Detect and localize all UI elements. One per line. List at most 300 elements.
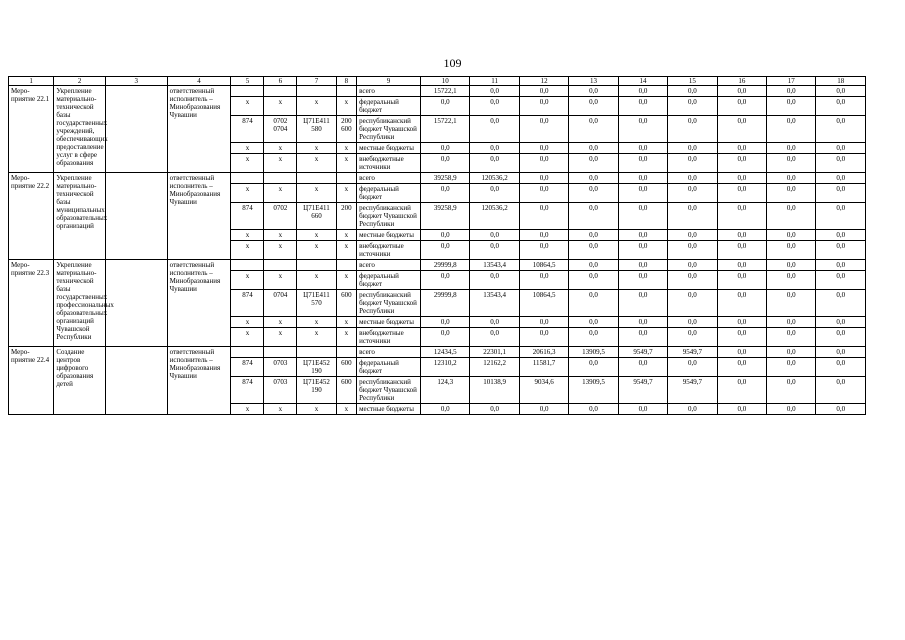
funding-value: 0,0 [470,143,519,154]
table-cell [264,347,297,358]
funding-value: 0,0 [470,184,519,203]
funding-value: 0,0 [618,143,667,154]
funding-value: 0,0 [717,404,766,415]
funding-value: 0,0 [420,184,469,203]
funding-value: 0,0 [519,241,568,260]
table-cell [297,86,336,97]
table-cell: x [297,97,336,116]
funding-value: 0,0 [767,154,816,173]
funding-value: 0,0 [767,116,816,143]
table-cell: 0704 [264,290,297,317]
table-cell [264,173,297,184]
funding-value: 29999,8 [420,260,469,271]
funding-source: внебюджетные источники [357,154,421,173]
funding-value: 9549,7 [668,377,717,404]
table-cell: x [297,184,336,203]
funding-value: 0,0 [569,404,618,415]
funding-value: 0,0 [519,404,568,415]
funding-value: 13543,4 [470,290,519,317]
table-cell: x [231,97,264,116]
funding-value: 0,0 [618,116,667,143]
funding-value: 0,0 [668,86,717,97]
table-cell: x [264,404,297,415]
funding-value: 0,0 [519,203,568,230]
funding-value: 0,0 [618,358,667,377]
funding-value: 0,0 [816,347,866,358]
funding-value: 0,0 [668,143,717,154]
funding-source: внебюджетные источники [357,241,421,260]
table-cell: x [336,97,357,116]
funding-value: 0,0 [816,154,866,173]
funding-value: 0,0 [816,404,866,415]
table-cell: 600 [336,358,357,377]
table-cell: x [231,317,264,328]
table-cell: 600 [336,377,357,404]
table-cell: x [264,184,297,203]
table-cell [231,173,264,184]
table-cell: Ц71Е411 570 [297,290,336,317]
funding-value: 0,0 [816,86,866,97]
funding-value: 0,0 [668,116,717,143]
table-cell [336,86,357,97]
funding-value: 0,0 [420,143,469,154]
column-header: 11 [470,77,519,86]
funding-value: 0,0 [717,290,766,317]
empty-cell [105,347,167,415]
funding-value: 0,0 [767,358,816,377]
table-cell: x [336,184,357,203]
table-cell: x [264,271,297,290]
table-cell: 874 [231,116,264,143]
activity-name: Укрепление материально-технической базы государственных профессиональных образовательных организаций Чувашской Республики [54,260,106,347]
funding-value: 0,0 [470,271,519,290]
funding-value: 0,0 [767,317,816,328]
funding-value: 0,0 [668,328,717,347]
funding-value: 0,0 [569,317,618,328]
funding-source: внебюджетные источники [357,328,421,347]
funding-value: 0,0 [767,404,816,415]
column-header: 6 [264,77,297,86]
funding-value: 0,0 [816,328,866,347]
funding-value: 0,0 [767,271,816,290]
funding-source: республиканский бюджет Чувашской Республики [357,377,421,404]
table-cell: x [336,317,357,328]
table-cell [231,347,264,358]
funding-value: 9549,7 [618,377,667,404]
funding-value: 12434,5 [420,347,469,358]
funding-value: 0,0 [519,173,568,184]
funding-value: 0,0 [717,358,766,377]
funding-value: 0,0 [470,241,519,260]
table-cell: 200 [336,203,357,230]
table-cell: x [336,328,357,347]
funding-source: всего [357,347,421,358]
funding-value: 0,0 [717,154,766,173]
funding-value: 0,0 [717,347,766,358]
funding-value: 0,0 [717,173,766,184]
funding-value: 0,0 [420,97,469,116]
funding-value: 0,0 [519,328,568,347]
funding-value: 0,0 [668,97,717,116]
funding-value: 0,0 [618,203,667,230]
table-cell: x [297,241,336,260]
funding-value: 0,0 [668,230,717,241]
funding-value: 29999,8 [420,290,469,317]
funding-value: 0,0 [569,358,618,377]
table-cell: x [297,328,336,347]
funding-source: республиканский бюджет Чувашской Республики [357,116,421,143]
table-cell [231,86,264,97]
funding-value: 0,0 [569,116,618,143]
funding-value: 0,0 [767,377,816,404]
funding-value: 120536,2 [470,173,519,184]
funding-value: 0,0 [668,184,717,203]
funding-value: 0,0 [717,116,766,143]
funding-source: федеральный бюджет [357,358,421,377]
funding-value: 0,0 [569,328,618,347]
funding-value: 0,0 [767,290,816,317]
funding-value: 10864,5 [519,260,568,271]
funding-value: 0,0 [420,317,469,328]
funding-value: 0,0 [668,271,717,290]
funding-value: 0,0 [717,203,766,230]
funding-value: 0,0 [569,184,618,203]
funding-value: 0,0 [816,116,866,143]
funding-value: 0,0 [816,173,866,184]
funding-value: 0,0 [816,230,866,241]
activity-name: Укрепление материально-технической базы муниципальных образовательных организаций [54,173,106,260]
funding-value: 0,0 [668,154,717,173]
table-cell: x [264,143,297,154]
table-cell: Ц71Е452 190 [297,358,336,377]
funding-value: 120536,2 [470,203,519,230]
empty-cell [105,86,167,173]
table-cell [231,260,264,271]
table-cell: x [231,230,264,241]
funding-value: 0,0 [816,203,866,230]
funding-value: 0,0 [470,97,519,116]
funding-value: 0,0 [470,86,519,97]
funding-value: 0,0 [717,143,766,154]
activity-executor: ответственный исполнитель – Минобразования Чувашии [167,347,231,415]
table-cell: x [231,241,264,260]
funding-value: 0,0 [420,328,469,347]
funding-value: 0,0 [717,271,766,290]
funding-value: 12162,2 [470,358,519,377]
funding-value: 0,0 [618,230,667,241]
table-cell [336,173,357,184]
funding-value: 9549,7 [618,347,667,358]
table-cell: 874 [231,377,264,404]
funding-value: 9034,6 [519,377,568,404]
table-row [9,347,866,358]
funding-value: 0,0 [420,404,469,415]
funding-value: 0,0 [618,317,667,328]
funding-source: федеральный бюджет [357,271,421,290]
funding-value: 0,0 [569,173,618,184]
funding-value: 0,0 [816,358,866,377]
funding-value: 0,0 [717,86,766,97]
funding-value: 0,0 [519,97,568,116]
table-cell: x [336,241,357,260]
funding-value: 0,0 [668,358,717,377]
funding-value: 0,0 [569,86,618,97]
funding-value: 0,0 [569,154,618,173]
funding-value: 0,0 [767,203,816,230]
funding-value: 0,0 [816,97,866,116]
column-header: 8 [336,77,357,86]
funding-value: 0,0 [816,377,866,404]
table-cell: 0703 [264,377,297,404]
table-header-row [9,77,866,86]
funding-value: 0,0 [767,184,816,203]
funding-value: 0,0 [618,260,667,271]
funding-value: 0,0 [519,143,568,154]
table-cell: 874 [231,203,264,230]
table-cell: x [231,184,264,203]
funding-value: 0,0 [420,271,469,290]
activity-name: Укрепление материально-технической базы государственных учреждений, обеспечивающих предоставление услуг в сфере образования [54,86,106,173]
funding-value: 0,0 [470,404,519,415]
table-cell: x [264,230,297,241]
funding-value: 0,0 [668,404,717,415]
page-number: 109 [443,56,462,70]
table-cell: x [297,154,336,173]
funding-value: 0,0 [420,241,469,260]
activity-executor: ответственный исполнитель – Минобразования Чувашии [167,86,231,173]
activity-code: Меро-приятие 22.1 [9,86,54,173]
table-cell: 0702 [264,203,297,230]
funding-value: 0,0 [717,328,766,347]
table-cell [264,86,297,97]
table-row [9,260,866,271]
funding-value: 0,0 [618,328,667,347]
funding-value: 39258,9 [420,203,469,230]
funding-value: 9549,7 [668,347,717,358]
activity-executor: ответственный исполнитель – Минобразования Чувашии [167,260,231,347]
funding-value: 15722,1 [420,116,469,143]
funding-value: 0,0 [470,317,519,328]
table-cell [336,347,357,358]
funding-value: 0,0 [816,143,866,154]
table-cell: 0703 [264,358,297,377]
table-cell: x [231,271,264,290]
funding-value: 0,0 [767,86,816,97]
funding-value: 0,0 [618,173,667,184]
table-cell: x [336,230,357,241]
column-header: 17 [767,77,816,86]
funding-value: 0,0 [668,317,717,328]
column-header: 15 [668,77,717,86]
table-cell: x [336,154,357,173]
funding-value: 0,0 [717,317,766,328]
funding-value: 0,0 [569,143,618,154]
funding-value: 13909,5 [569,347,618,358]
funding-value: 15722,1 [420,86,469,97]
table-cell: 874 [231,290,264,317]
funding-source: всего [357,173,421,184]
column-header: 3 [105,77,167,86]
funding-value: 0,0 [519,116,568,143]
funding-source: республиканский бюджет Чувашской Республики [357,290,421,317]
funding-value: 0,0 [519,230,568,241]
column-header: 16 [717,77,766,86]
funding-value: 0,0 [470,116,519,143]
table-cell: x [297,317,336,328]
table-row [9,173,866,184]
table-cell: x [336,404,357,415]
funding-source: всего [357,260,421,271]
activity-code: Меро-приятие 22.2 [9,173,54,260]
funding-value: 22301,1 [470,347,519,358]
funding-value: 0,0 [618,184,667,203]
funding-value: 0,0 [717,377,766,404]
column-header: 5 [231,77,264,86]
activity-name: Создание центров цифрового образования детей [54,347,106,415]
funding-value: 0,0 [470,230,519,241]
funding-value: 0,0 [470,154,519,173]
funding-value: 0,0 [767,173,816,184]
funding-source: местные бюджеты [357,230,421,241]
funding-value: 0,0 [569,203,618,230]
activity-executor: ответственный исполнитель – Минобразования Чувашии [167,173,231,260]
funding-value: 0,0 [668,290,717,317]
activity-code: Меро-приятие 22.4 [9,347,54,415]
table-cell: x [264,241,297,260]
funding-source: местные бюджеты [357,143,421,154]
funding-value: 0,0 [519,184,568,203]
column-header: 7 [297,77,336,86]
funding-value: 0,0 [519,154,568,173]
table-cell: 200 600 [336,116,357,143]
funding-value: 0,0 [569,260,618,271]
table-cell: x [231,328,264,347]
funding-value: 0,0 [816,241,866,260]
funding-value: 0,0 [816,290,866,317]
table-cell: Ц71Е411 580 [297,116,336,143]
funding-value: 0,0 [816,260,866,271]
funding-value: 12310,2 [420,358,469,377]
table-cell: x [264,154,297,173]
funding-value: 0,0 [767,328,816,347]
funding-value: 0,0 [767,347,816,358]
funding-source: всего [357,86,421,97]
funding-value: 0,0 [717,230,766,241]
funding-value: 0,0 [519,317,568,328]
table-cell: x [264,317,297,328]
funding-source: федеральный бюджет [357,184,421,203]
funding-value: 0,0 [569,97,618,116]
activity-code: Меро-приятие 22.3 [9,260,54,347]
table-cell: x [231,154,264,173]
table-cell: x [336,271,357,290]
funding-value: 0,0 [816,317,866,328]
empty-cell [105,260,167,347]
table-cell [297,347,336,358]
empty-cell [105,173,167,260]
column-header: 12 [519,77,568,86]
table-cell: x [231,143,264,154]
funding-value: 0,0 [767,143,816,154]
funding-value: 0,0 [816,184,866,203]
funding-value: 0,0 [717,184,766,203]
funding-value: 39258,9 [420,173,469,184]
table-cell: Ц71Е452 190 [297,377,336,404]
table-cell: 0702 0704 [264,116,297,143]
table-cell: x [336,143,357,154]
funding-value: 0,0 [569,230,618,241]
table-cell: x [297,143,336,154]
funding-value: 10138,9 [470,377,519,404]
funding-value: 20616,3 [519,347,568,358]
column-header: 9 [357,77,421,86]
table-cell: x [264,328,297,347]
funding-value: 0,0 [668,260,717,271]
column-header: 10 [420,77,469,86]
funding-value: 0,0 [618,86,667,97]
funding-value: 13543,4 [470,260,519,271]
table-cell: x [297,404,336,415]
funding-value: 124,3 [420,377,469,404]
funding-value: 0,0 [717,97,766,116]
funding-source: федеральный бюджет [357,97,421,116]
table-cell [297,173,336,184]
table-cell: 874 [231,358,264,377]
budget-table [8,76,866,415]
funding-source: местные бюджеты [357,317,421,328]
funding-value: 0,0 [618,97,667,116]
funding-value: 0,0 [618,154,667,173]
table-cell: x [231,404,264,415]
column-header: 4 [167,77,231,86]
funding-value: 10864,5 [519,290,568,317]
funding-value: 11581,7 [519,358,568,377]
funding-value: 0,0 [767,241,816,260]
funding-value: 0,0 [420,230,469,241]
funding-value: 0,0 [767,260,816,271]
column-header: 13 [569,77,618,86]
funding-value: 0,0 [668,203,717,230]
funding-value: 13909,5 [569,377,618,404]
funding-value: 0,0 [569,290,618,317]
table-row [9,86,866,97]
funding-value: 0,0 [519,86,568,97]
column-header: 18 [816,77,866,86]
funding-value: 0,0 [668,173,717,184]
table-cell [336,260,357,271]
table-cell: x [264,97,297,116]
funding-value: 0,0 [420,154,469,173]
column-header: 1 [9,77,54,86]
funding-value: 0,0 [717,241,766,260]
funding-value: 0,0 [618,241,667,260]
funding-value: 0,0 [767,230,816,241]
table-cell: x [297,271,336,290]
funding-source: республиканский бюджет Чувашской Республики [357,203,421,230]
funding-value: 0,0 [767,97,816,116]
funding-value: 0,0 [569,271,618,290]
funding-value: 0,0 [717,260,766,271]
funding-value: 0,0 [816,271,866,290]
table-cell [297,260,336,271]
table-cell: Ц71Е411 660 [297,203,336,230]
funding-value: 0,0 [668,241,717,260]
funding-value: 0,0 [569,241,618,260]
funding-value: 0,0 [618,271,667,290]
funding-value: 0,0 [519,271,568,290]
table-cell: x [297,230,336,241]
funding-source: местные бюджеты [357,404,421,415]
